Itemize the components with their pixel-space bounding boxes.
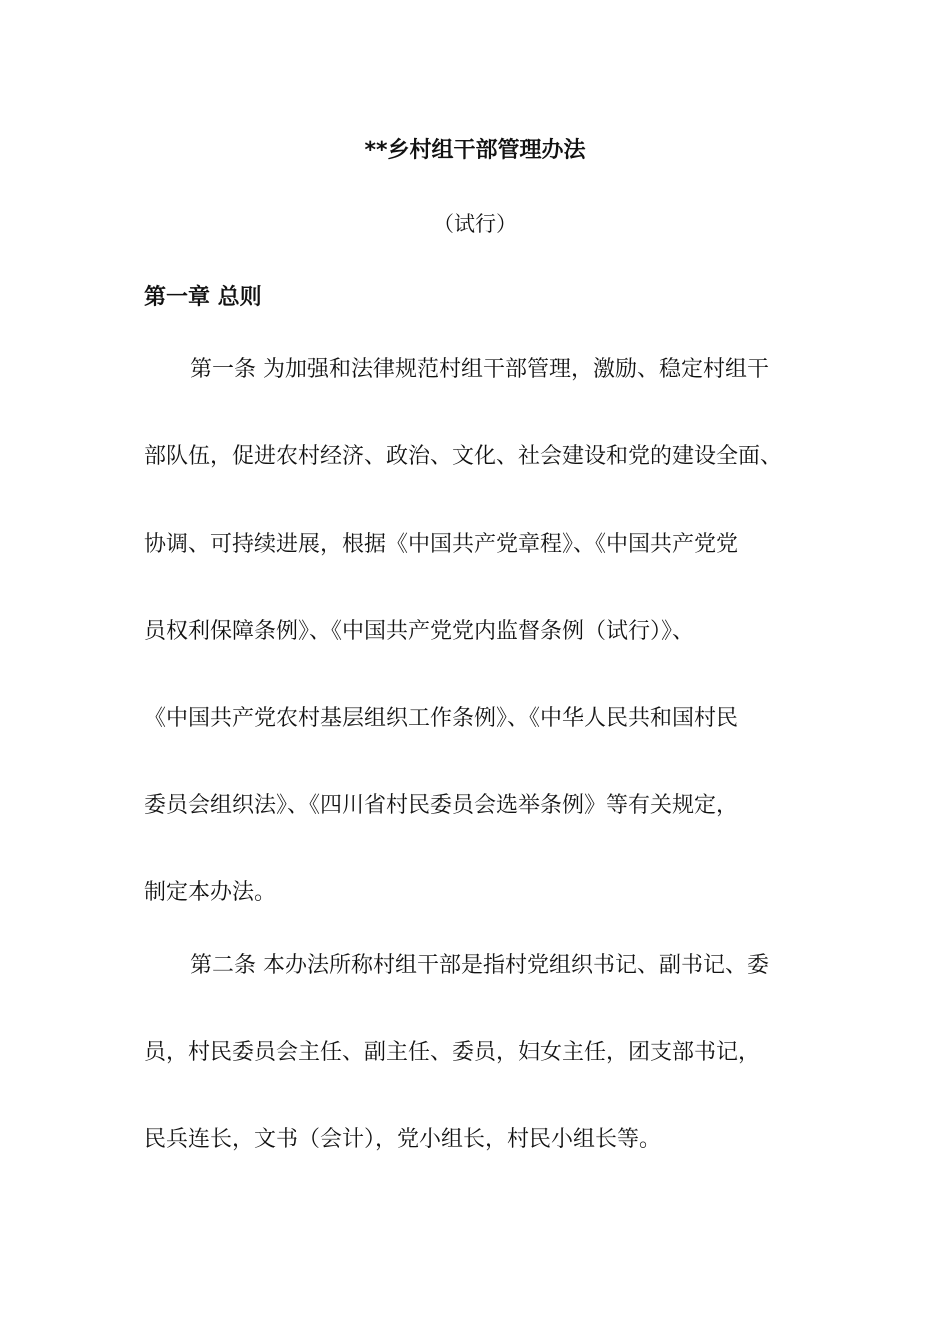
document-title: **乡村组干部管理办法 <box>364 138 586 163</box>
article-1-line: 员权利保障条例》、《中国共产党党内监督条例（试行）》、 <box>144 619 695 644</box>
article-2-line: 第二条 本办法所称村组干部是指村党组织书记、副书记、委 <box>190 953 769 978</box>
article-1-line: 第一条 为加强和法律规范村组干部管理，激励、稳定村组干 <box>190 357 769 382</box>
article-1-line: 制定本办法。 <box>144 880 277 905</box>
article-1-line: 委员会组织法》、《四川省村民委员会选举条例》等有关规定， <box>144 793 739 818</box>
article-1-line: 协调、可持续进展，根据《中国共产党章程》、《中国共产党党 <box>144 532 739 557</box>
article-1-line: 部队伍，促进农村经济、政治、文化、社会建设和党的建设全面、 <box>144 444 783 469</box>
article-2-line: 员，村民委员会主任、副主任、委员，妇女主任，团支部书记， <box>144 1040 761 1065</box>
document-subtitle: （试行） <box>433 212 517 236</box>
chapter-heading: 第一章 总则 <box>144 285 262 310</box>
article-2-line: 民兵连长，文书（会计），党小组长，村民小组长等。 <box>144 1127 662 1152</box>
article-1-line: 《中国共产党农村基层组织工作条例》、《中华人民共和国村民 <box>144 706 739 731</box>
